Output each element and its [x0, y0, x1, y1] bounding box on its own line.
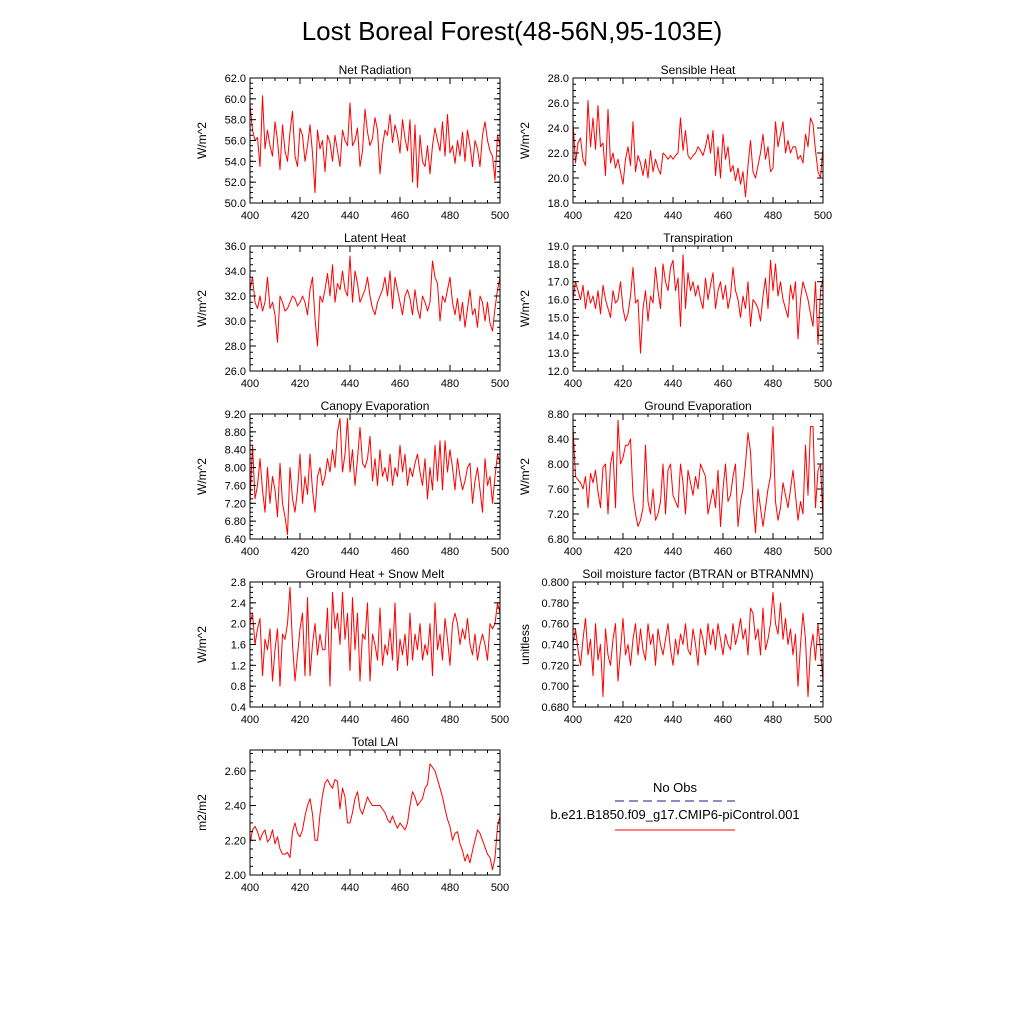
y-tick-label: 1.2	[230, 660, 246, 673]
chart-title: Ground Heat + Snow Melt	[305, 567, 445, 581]
x-tick-label: 400	[563, 378, 583, 390]
y-tick-label: 16.0	[547, 294, 569, 307]
y-tick-label: 60.0	[224, 93, 246, 106]
y-tick-label: 14.0	[547, 330, 569, 343]
x-tick-label: 500	[490, 546, 510, 558]
y-tick-label: 0.720	[541, 660, 569, 673]
series-line-0	[250, 256, 500, 346]
x-tick-label: 480	[763, 546, 783, 558]
plot-frame	[250, 414, 500, 539]
x-tick-label: 460	[713, 210, 733, 222]
x-tick-label: 400	[240, 378, 260, 390]
x-tick-label: 420	[613, 546, 633, 558]
x-tick-label: 440	[340, 882, 360, 894]
chart-title: Soil moisture factor (BTRAN or BTRANMN)	[582, 567, 814, 581]
chart-ground-evaporation	[518, 399, 832, 558]
y-axis-label: W/m^2	[518, 290, 532, 327]
x-tick-label: 500	[490, 714, 510, 726]
chart-sensible-heat	[518, 63, 832, 222]
x-tick-label: 440	[340, 210, 360, 222]
x-tick-label: 400	[240, 882, 260, 894]
x-tick-label: 420	[613, 378, 633, 390]
y-tick-label: 0.8	[230, 681, 246, 694]
chart-title: Latent Heat	[343, 231, 407, 245]
chart-title: Ground Evaporation	[644, 399, 752, 413]
x-tick-label: 460	[390, 714, 410, 726]
x-tick-label: 480	[763, 210, 783, 222]
x-tick-label: 460	[713, 546, 733, 558]
y-tick-label: 0.740	[541, 639, 569, 652]
y-tick-label: 12.0	[547, 366, 569, 378]
x-tick-label: 400	[240, 714, 260, 726]
y-tick-label: 28.0	[547, 73, 569, 85]
plot-frame	[250, 78, 500, 203]
y-tick-label: 62.0	[224, 73, 246, 85]
x-tick-label: 400	[563, 714, 583, 726]
y-tick-label: 0.760	[541, 618, 569, 631]
x-tick-label: 440	[340, 378, 360, 390]
y-tick-label: 2.4	[230, 597, 246, 610]
y-tick-label: 50.0	[224, 198, 246, 210]
y-tick-label: 2.8	[230, 577, 246, 589]
y-tick-label: 8.80	[547, 409, 569, 421]
series-line-0	[250, 96, 500, 193]
y-axis-label: W/m^2	[195, 458, 209, 495]
y-tick-label: 2.60	[224, 765, 246, 778]
x-tick-label: 500	[813, 714, 833, 726]
y-tick-label: 0.700	[541, 681, 569, 694]
y-tick-label: 2.0	[230, 618, 246, 631]
series-line-0	[573, 420, 823, 533]
y-tick-label: 7.20	[224, 498, 246, 511]
y-tick-label: 1.6	[230, 639, 246, 652]
y-axis-label: W/m^2	[195, 122, 209, 159]
y-tick-label: 8.40	[547, 434, 569, 446]
chart-title: Canopy Evaporation	[320, 399, 430, 413]
x-tick-label: 420	[290, 546, 310, 558]
plot-frame	[573, 582, 823, 707]
y-axis-label: W/m^2	[195, 626, 209, 663]
y-tick-label: 8.40	[224, 444, 246, 457]
y-tick-label: 2.40	[224, 800, 246, 813]
x-tick-label: 440	[340, 714, 360, 726]
y-tick-label: 0.680	[541, 702, 569, 714]
y-axis-label: W/m^2	[518, 122, 532, 159]
plot-frame	[573, 414, 823, 539]
y-tick-label: 6.80	[224, 516, 246, 529]
x-tick-label: 480	[440, 378, 460, 390]
x-tick-label: 420	[613, 210, 633, 222]
legend-label-model: b.e21.B1850.f09_g17.CMIP6-piControl.001	[550, 807, 800, 822]
x-tick-label: 480	[763, 714, 783, 726]
chart-canopy-evaporation	[195, 399, 509, 558]
chart-panels	[195, 63, 832, 894]
x-tick-label: 400	[563, 546, 583, 558]
chart-title: Total LAI	[351, 735, 399, 749]
y-tick-label: 6.40	[224, 534, 246, 546]
plot-frame	[573, 78, 823, 203]
x-tick-label: 440	[663, 210, 683, 222]
y-tick-label: 18.0	[547, 258, 569, 271]
y-tick-label: 19.0	[547, 241, 569, 253]
chart-total-lai	[195, 735, 509, 894]
chart-title: Transpiration	[663, 231, 733, 245]
x-tick-label: 420	[290, 378, 310, 390]
y-tick-label: 7.20	[547, 509, 569, 521]
x-tick-label: 460	[390, 210, 410, 222]
x-tick-label: 420	[290, 210, 310, 222]
y-tick-label: 24.0	[547, 123, 569, 135]
plot-frame	[250, 750, 500, 875]
x-tick-label: 500	[490, 210, 510, 222]
y-tick-label: 30.0	[224, 316, 246, 328]
x-tick-label: 420	[290, 714, 310, 726]
y-tick-label: 2.20	[224, 835, 246, 848]
y-tick-label: 0.780	[541, 597, 569, 610]
y-tick-label: 6.80	[547, 534, 569, 546]
x-tick-label: 480	[440, 210, 460, 222]
y-tick-label: 22.0	[547, 148, 569, 160]
x-tick-label: 440	[663, 546, 683, 558]
y-tick-label: 56.0	[224, 135, 246, 148]
y-tick-label: 26.0	[224, 366, 246, 378]
x-tick-label: 400	[240, 210, 260, 222]
y-tick-label: 2.00	[224, 870, 246, 882]
y-tick-label: 36.0	[224, 241, 246, 253]
legend-label-obs: No Obs	[652, 780, 698, 795]
y-tick-label: 28.0	[224, 341, 246, 353]
y-tick-label: 8.00	[224, 462, 246, 475]
y-tick-label: 26.0	[547, 98, 569, 110]
y-tick-label: 0.800	[541, 577, 569, 589]
y-tick-label: 20.0	[547, 173, 569, 185]
y-tick-label: 32.0	[224, 291, 246, 303]
y-tick-label: 18.0	[547, 198, 569, 210]
y-tick-label: 8.00	[547, 459, 569, 471]
y-tick-label: 7.60	[224, 480, 246, 493]
y-tick-label: 52.0	[224, 177, 246, 190]
y-tick-label: 7.60	[547, 484, 569, 496]
x-tick-label: 500	[490, 882, 510, 894]
series-line-0	[250, 587, 500, 686]
y-tick-label: 13.0	[547, 348, 569, 361]
page-title: Lost Boreal Forest(48-56N,95-103E)	[301, 16, 723, 46]
series-line-0	[573, 101, 823, 197]
x-tick-label: 460	[390, 882, 410, 894]
chart-latent-heat	[195, 231, 509, 390]
chart-title: Sensible Heat	[660, 63, 736, 77]
x-tick-label: 460	[390, 546, 410, 558]
series-line-0	[573, 592, 823, 696]
y-axis-label: m2/m2	[195, 794, 209, 831]
chart-transpiration	[518, 231, 832, 390]
chart-soil-moisture-factor-btran-or-btranmn	[518, 567, 832, 726]
y-axis-label: W/m^2	[195, 290, 209, 327]
y-tick-label: 58.0	[224, 114, 246, 127]
x-tick-label: 500	[813, 378, 833, 390]
x-tick-label: 480	[440, 546, 460, 558]
x-tick-label: 440	[340, 546, 360, 558]
series-line-0	[250, 418, 500, 534]
chart-net-radiation	[195, 63, 509, 222]
y-tick-label: 8.80	[224, 426, 246, 439]
x-tick-label: 460	[390, 378, 410, 390]
x-tick-label: 400	[563, 210, 583, 222]
x-tick-label: 400	[240, 546, 260, 558]
x-tick-label: 420	[290, 882, 310, 894]
x-tick-label: 480	[440, 882, 460, 894]
y-axis-label: W/m^2	[518, 458, 532, 495]
y-tick-label: 34.0	[224, 266, 246, 278]
x-tick-label: 500	[813, 210, 833, 222]
x-tick-label: 460	[713, 714, 733, 726]
series-line-0	[573, 255, 823, 353]
x-tick-label: 420	[613, 714, 633, 726]
series-line-0	[250, 764, 500, 870]
x-tick-label: 460	[713, 378, 733, 390]
chart-ground-heat-snow-melt	[195, 567, 509, 726]
x-tick-label: 500	[490, 378, 510, 390]
y-axis-label: unitless	[518, 624, 532, 665]
y-tick-label: 54.0	[224, 156, 246, 169]
y-tick-label: 17.0	[547, 276, 569, 289]
x-tick-label: 480	[763, 378, 783, 390]
y-tick-label: 15.0	[547, 312, 569, 325]
x-tick-label: 480	[440, 714, 460, 726]
y-tick-label: 9.20	[224, 409, 246, 421]
x-tick-label: 440	[663, 714, 683, 726]
legend	[550, 780, 799, 830]
x-tick-label: 440	[663, 378, 683, 390]
y-tick-label: 0.4	[230, 702, 246, 714]
x-tick-label: 500	[813, 546, 833, 558]
chart-title: Net Radiation	[338, 63, 412, 77]
